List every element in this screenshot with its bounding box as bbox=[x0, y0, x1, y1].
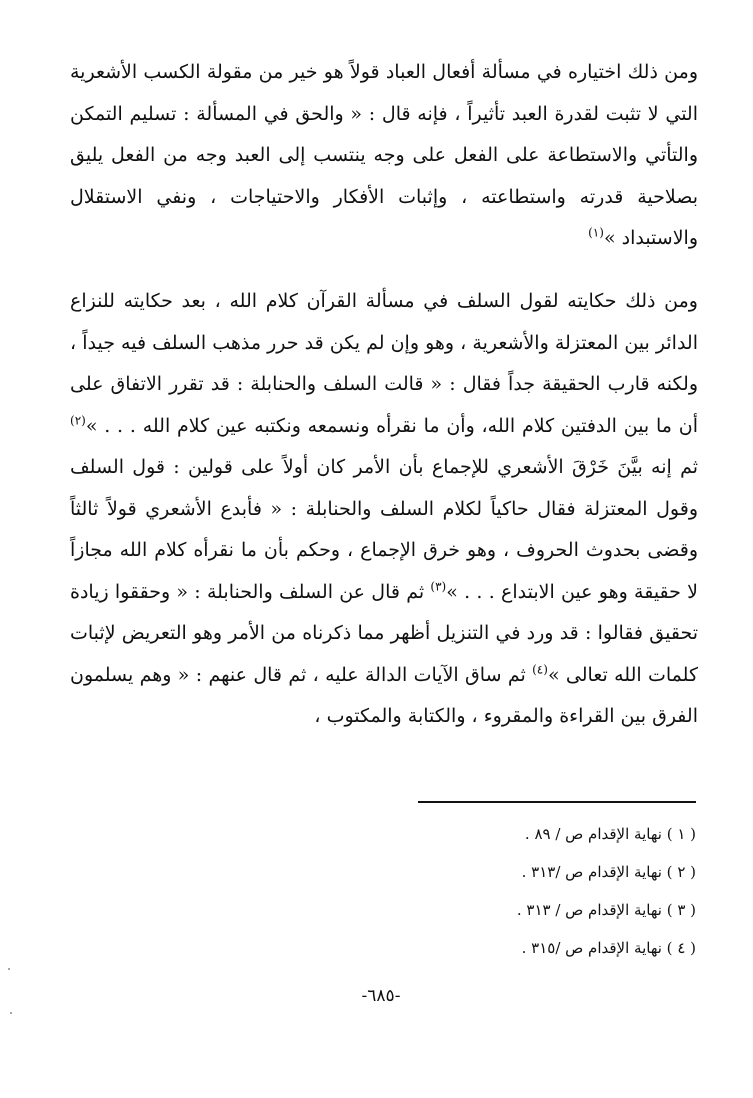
page-number: -٦٨٥- bbox=[361, 986, 401, 1006]
scan-speck bbox=[8, 968, 10, 970]
footnote-ref-1: (١) bbox=[588, 225, 604, 240]
paragraph-text: ثم ساق الآيات الدالة عليه ، ثم قال عنهم : « وهم يسلمون الفرق بين القراءة والمقروء ، والكتابة والمكتوب ، bbox=[70, 663, 698, 727]
footnote-ref-3: (٣) bbox=[430, 579, 447, 594]
paragraph-text: ومن ذلك اختياره في مسألة أفعال العباد قولاً هو خير من مقولة الكسب الأشعرية التي لا تثبت لقدرة العبد تأثيراً ، فإنه قال : « والحق في المسألة : تسليم التمكن والتأتي والاستطاعة على الفعل على وجه ينتسب إلى العبد وجه من الفعل يليق بصلاحية قدرته واستطاعته ، وإثبات الأفكار والاحتياجات ، ونفي الاستقلال والاستبداد » bbox=[70, 61, 698, 249]
paragraph-text: ثم إنه بيَّنَ خَرْقَ الأشعري للإجماع بأن الأمر كان أولاً على قولين : قول السلف وقول المعتزلة فقال حاكياً لكلام السلف والحنابلة : « فأبدع الأشعري قولاً ثالثاً وقضى بحدوث الحروف ، وهو خرق الإجماع ، وحكم بأن ما نقرأه كلام الله مجازاً لا حقيقة وهو عين الابتداع . . . » bbox=[70, 456, 698, 603]
paragraph-text: ثم قال عن السلف والحنابلة : « وحققوا زيادة تحقيق فقالوا : قد ورد في التنزيل أظهر مما ذكرناه من الأمر وهو التعريض لإثبات كلمات الله تعالى » bbox=[70, 580, 698, 686]
scan-speck bbox=[10, 1012, 12, 1014]
footnotes-list bbox=[300, 815, 696, 967]
footnote-2: ( ٢ ) نهاية الإقدام ص /٣١٣ . bbox=[521, 863, 696, 881]
footnote-3: ( ٣ ) نهاية الإقدام ص / ٣١٣ . bbox=[516, 901, 696, 919]
paragraph-actions-of-servants bbox=[70, 52, 698, 260]
footnote-1: ( ١ ) نهاية الإقدام ص / ٨٩ . bbox=[524, 825, 696, 843]
paragraph-text: ومن ذلك حكايته لقول السلف في مسألة القرآن كلام الله ، بعد حكايته للنزاع الدائر بين المعتزلة والأشعرية ، وهو وإن لم يكن قد حرر مذهب السلف فيه جيداً ، ولكنه قارب الحقيقة جداً فقال : « قالت السلف والحنابلة : قد تقرر الاتفاق على أن ما بين الدفتين كلام الله، وأن ما نقرأه ونسمعه ونكتبه عين كلام الله . . . » bbox=[70, 290, 698, 437]
footnote-separator bbox=[418, 801, 696, 803]
paragraph-quran-speech bbox=[70, 281, 698, 738]
footnote-ref-4: (٤) bbox=[532, 662, 548, 677]
footnote-ref-2: (٢) bbox=[70, 413, 86, 428]
footnote-4: ( ٤ ) نهاية الإقدام ص /٣١٥ . bbox=[521, 939, 696, 957]
